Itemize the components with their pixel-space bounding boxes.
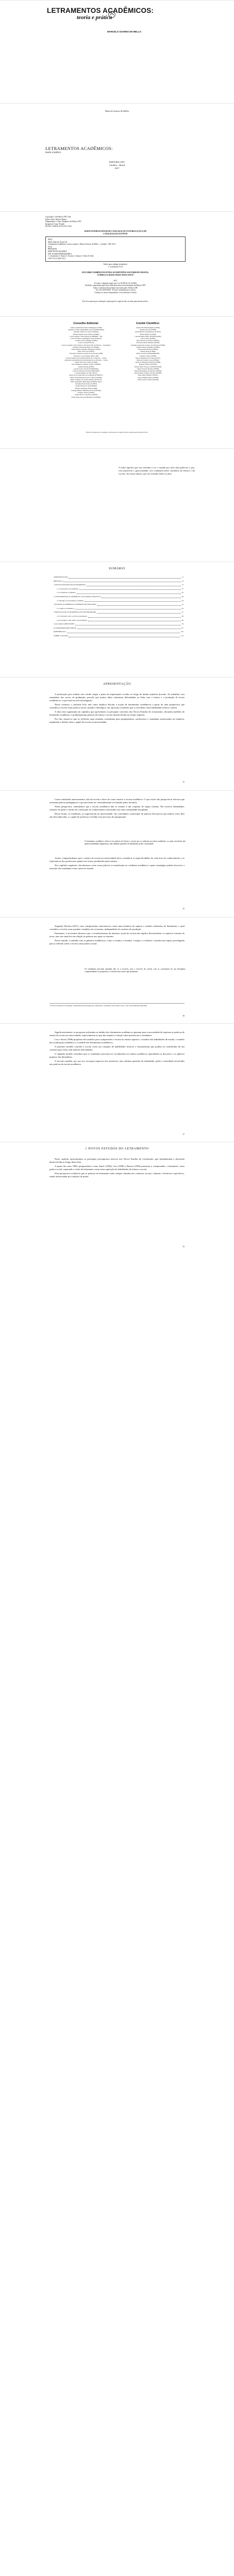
paragraph: Lea e Street (1998) propõem três modelos para compreender a escrita no ensino superior: o modelo das habilidades de estudo, o modelo da socialização acadêmica e o modelo dos letramentos acadêmicos. [49,1038,185,1044]
member-name: Maria de Lourdes Pinto de Almeida (UNOESC) [69,374,103,377]
toc-entry[interactable] [54,630,183,634]
toc-entry-page: 79 [181,623,183,625]
block-quote: Os estudantes precisam aprender não só a escrever, mas a escrever de acordo com as convenções de sua disciplina, compreendendo os propósitos e os leitores dos textos que produzem. [85,968,186,973]
member-name: Carlos Alberto Vilar Estêvão (UMINHO – PT) [70,335,103,337]
member-name: Elione Maria Nogueira Diogenes (UFAL) [71,348,101,351]
page-number: 15 [182,1245,185,1248]
member-name: Bruna Ribeiro (UEM) [140,333,156,335]
member-name: Geslaine Aparecida Caetano de Oliveira (UFPR) [130,344,165,346]
member-name: Leonel Severo Rocha (UNISINOS) [73,367,99,370]
toc-entry[interactable] [54,615,183,619]
publisher-logo-icon [108,11,115,18]
credit-line: Imagem de Capa: Freepik [45,223,65,225]
toc-title: SUMÁRIO [109,567,125,570]
book-subtitle: teoria e prática [45,151,61,154]
member-name: Sydione Santos (UEPG) [77,392,95,394]
toc-entry-title: 1.1 Concepções de letramento [57,587,79,590]
scientific-committee-list [120,327,176,381]
rights-block [45,280,186,294]
toc-entry-title: 1 NOVOS ESTUDOS DO LETRAMENTO [54,584,86,586]
member-name: João Adalberto Campato Junior (UNESP) [71,363,101,366]
member-name: Franciele Maria Martiny (UFPR) [136,342,160,344]
member-name: Élsio José Corá (UFFS) [77,350,95,353]
member-name: Paulo Romualdo Hernandes (UNIFAL-MG) [71,381,102,383]
credit-line: Diagramação e Capa: Designers da Editora CRV [45,221,81,223]
member-name: Eduardo Fernandes Barbosa (UFMG) [73,346,99,348]
toc-leader [85,599,180,602]
paragraph: O primeiro modelo concebe a escrita como um conjunto de habilidades técnicas e instrumentais que podem ser transferidas de um contexto para outro sem maiores dificuldades. [49,1045,185,1051]
toc-entry-title: 4.1 O trabalho com a escrita na graduação [57,615,87,617]
publication-year: 2017 [114,167,120,170]
toc-leader [69,575,180,579]
toc-entry[interactable] [54,611,183,615]
body-page [0,1142,234,1255]
toc-entry-title: SOBRE O AUTOR [54,634,68,637]
toc-entry-page: 115 [180,634,183,637]
member-name: Jassia Alana Baratta (UFPR) [138,348,158,351]
member-name: Rogério Oliveira (UEPG) [139,363,157,366]
cover-author: MARCELO SOARES DE MELLO [107,30,141,33]
paragraph: A partir dos anos 1980, pesquisadores como Street (1984), Gee (1990) e Barton (1994) passaram a compreender o letramento como prática social, superando a visão de letramento como mera aquisição de habilidades de leitura e escrita. [49,1165,185,1171]
cip-heading: DADOS INTERNACIONAIS DE CATALOGAÇÃO NA PUBLICAÇÃO (CIP) [84,230,147,232]
paragraph: O terceiro modelo, por sua vez, incorpora aspectos dos anteriores, mas enfatiza questões de identidade, poder e autoridade envolvidas nas práticas de escrita acadêmica. [49,1060,185,1065]
author-name: Marcelo Soares de Mello [105,110,129,112]
toc-entry-page: 45 [181,607,183,609]
member-name: Celso Conti (UFSCar) [78,342,94,344]
toc-entry-title: 6 CONSIDERAÇÕES FINAIS [54,626,76,629]
member-name: Solange Helena Ximenes-Rocha (UFOPA) [71,389,101,392]
toc-entry-title: 3.1 Gêneros acadêmicos [57,607,75,609]
cover-title: LETRAMENTOS ACADÊMICOS: [47,7,154,14]
page-number: 11 [182,781,185,783]
body-page [0,790,234,917]
paragraph: Nesta perspectiva, entendemos que a escrita acadêmica não se resume a um conjunto de regras formais. Ela envolve identidades, relações de poder e modos de construção do conhecimento valorizados em cada comunidade disciplinar. [49,805,185,811]
toc-leader [75,607,180,610]
toc-entry-title: 1.2 Letramento acadêmico [57,591,76,594]
page-number: 15 [182,907,185,910]
toc-leader [63,580,181,583]
paragraph: Segundo Oliveira (2011), essa compreensão caracteriza-se como uma tentativa de superar o modelo autônomo de letramento, o qual considera a escrita como produto completo em si mesmo, independente do contexto de produção. [49,925,185,930]
record-line: M527 [48,239,53,241]
body-page [0,1023,234,1142]
member-name: Tania Maria Ribeiro (UEPG) [138,374,158,377]
toc-leader [88,619,180,622]
toc-entry-page: 11 [181,576,183,578]
dedication-text: A todos aqueles que nos ensinam a ver o mundo por meio das palavras e que, com paciência e generosidade, nos conduzem pelos caminhos da leitura e da escrita. Aos meus alunos, que me ensinam todos os dias. [119,466,195,475]
credit-line: Revisão: Analista de Escrita e Artes [45,225,72,228]
chapter-title: 1 NOVOS ESTUDOS DO LETRAMENTO [85,1147,149,1150]
toc-leader [77,626,181,630]
member-name: Sérgio Nunes de Jesus (IFRO) [75,385,97,387]
member-name: Lourdes Helena da Silva (UFV) [75,372,97,375]
toc-entry-page: 60 [181,615,183,617]
record-line: Bibliografia [48,248,57,250]
toc-leader [102,595,180,598]
member-name: Newton Taniguchi Teixeira (UFPR) [135,361,161,364]
member-name: Sandra Mara Stroparo (UNICENTRO) [134,365,162,368]
editorial-board-column [58,322,114,398]
toc-entry-page: 17 [181,587,183,590]
paragraph: Assim, compreendemos que o ensino da escrita na universidade deve considerar as especificidades de cada área do conhecimento e as expectativas dos professores quanto aos textos produzidos pelos alunos. [49,857,185,862]
presentation-text [49,693,185,725]
member-name: Juliana Rossi (UFPR) [140,350,156,353]
body-text [49,925,185,946]
record-line: Letramentos acadêmicos: teoria e prática / Marcelo Soares de Mello – Curitiba : CRV, 2017. [48,243,116,246]
page-number: 17 [182,1133,185,1136]
toc-entry-title: 3 ESCRITA ACADÊMICA E GÊNEROS DO DISCURSO [54,603,96,606]
rights-line: Tel.: (41) 3039-6418 - E-mail: sac@editoracrv.com.br [95,289,136,292]
publisher-block [0,161,234,170]
toc-entry-page: 57 [181,611,183,614]
rights-line: Conheça os nossos lançamentos: www.editoracrv.com.br [94,291,137,294]
record-line: CDU 372.4 CDD 372.4 [48,257,66,260]
block-quote: O letramento acadêmico refere-se às práticas de leitura e escrita que se realizam na esfera acadêmica, as quais envolvem não apenas habilidades linguísticas, mas também questões de identidade, poder e autoridade. [85,840,186,845]
toc-leader [77,591,180,594]
digital-title: ESTA OBRA TAMBÉM ENCONTRA-SE DISPONÍVEL EM FORMATO DIGITAL. [81,272,149,274]
toc-list [54,575,183,638]
toc-leader [79,587,180,590]
toc-entry[interactable] [54,595,183,599]
toc-entry-page: 29 [181,595,183,598]
member-name: Andrea Bonfim Perdigão (UFPR) [136,327,160,329]
rights-line: Proibida a reprodução parcial ou total desta obra sem autorização da Editora CRV [85,284,146,287]
review-note: Este livro passou por avaliação e aprovação às cegas de dois ou mais pareceristas ad hoc. [82,300,149,302]
member-name: Anselmo Alencar Colares (UFOPA) [73,331,99,333]
body-text [49,857,185,871]
toc-entry[interactable] [54,583,183,587]
body-text [49,1031,185,1067]
member-name: Antônio Pereira Gaio Júnior (UFRRJ) [73,333,99,335]
member-name: Elisa Morais de Moura (UFMG) [136,340,160,342]
rights-line: Foi feito o depósito legal conf. Lei 10.994 de 14/12/2004 [94,282,137,284]
record-line: 1. Letramento 2. Ensino 3. Escrita 4. Leitura I. Título II. Série [48,255,94,258]
paragraph: Dessa forma, os estudantes, ao ingressarem na universidade, são convidados a participar de práticas discursivas que muitas vezes lhes são desconhecidas, e o papel do professor é mediar esse processo de apropriação. [49,812,185,818]
cover-page [0,0,234,103]
member-name: Cesar Gerónimo Tello (Univer .Nacional Três de Febrero – Argentina) [61,344,111,346]
toc-entry-title: PREFÁCIO [54,580,62,582]
toc-entry[interactable] [54,599,183,603]
paragraph: Significativamente, as pesquisas realizadas no âmbito dos letramentos acadêmicos apontam para a necessidade de repensar as práticas de ensino da escrita na universidade, especialmente no que diz respeito à relação entre professores e estudantes. [49,1031,185,1037]
toc-entry[interactable] [54,626,183,631]
member-name: Jailson Alves dos Santos (UFRJ) [74,361,98,364]
member-name: Gloria Fariñas León (Universidade de La Havana – Cuba) [65,357,107,359]
half-title-page [0,103,234,211]
member-name: Sylvia Maria Campos Teixeira (UFPR) [134,372,162,375]
toc-entry-title: APRESENTAÇÃO [54,576,68,578]
catalog-record [45,236,186,262]
member-name: Marcio Henrique de Souza (UFSC) [135,357,161,359]
record-line: ISBN 978-85-444-2060-2 [48,250,68,252]
body-text [49,1158,185,1179]
paragraph: Nesse sentido, o trabalho com os gêneros acadêmicos, como o resumo, a resenha, o artigo e o relatório, constitui um espaço privilegiado para a reflexão sobre a escrita como prática social. [49,939,185,945]
toc-leader [97,603,181,606]
toc-entry[interactable] [54,634,183,638]
index-line: 1. Letramento 372.4 [108,265,123,268]
toc-leader [75,622,180,625]
footnote: ¹ Os Novos Estudos do Letramento constituem uma abordagem que compreende o letramento como prática social, e não como habilidade individual. [49,1003,185,1007]
toc-entry-title: 5 ALGUMAS REFLEXÕES [54,623,75,625]
member-name: Tadeu Oliver Gonçalves (UFPA) [74,394,98,396]
table-of-contents-page [0,562,234,677]
paragraph: Entretanto, é necessário destacar que o reconhecimento da natureza social da escrita não implica desconsiderar os aspectos formais do texto, mas sim situá-los em relação às práticas nas quais se inserem. [49,932,185,938]
toc-entry-title: 2.1 Modelos de letramento acadêmico [57,599,85,602]
member-name: Tiago Olimpio Prado (UFPR) [137,376,159,379]
member-name: Fernando Antônio Gonçalves Alcoforado (IPB) [69,352,103,355]
member-name: Arlete Ribeiro Nepomuceno (UESC) [135,331,161,333]
member-name: Claudia Maris Tullio (UNICENTRO) [135,335,161,337]
toc-entry-page: 22 [181,591,183,594]
member-name: Sérgio Ferreira Batista (UFPR) [137,367,159,370]
copyright-line: Copyright © da Editora CRV Ltda. [45,216,72,218]
rights-line: Todos os direitos desta edição reservados pela: Editora CRV [93,286,138,289]
paragraph: Neste capítulo, apresentamos os principais pressupostos teóricos dos Novos Estudos do Letramento, que fundamentam a discussão desenvolvida ao longo desta obra. [49,1158,185,1163]
publisher-place: Curitiba – Brasil [109,164,125,166]
digital-notice [45,272,186,276]
member-name: Simone Rodrigues de Oliveira (UFPR) [134,370,162,372]
member-name: Lídia de Oliveira Xavier (UNIEURO) [73,370,99,372]
review-note: Este livro passou por avaliação e aprovação às cegas de dois ou mais pareceristas ad hoc. [86,431,148,433]
member-name: Maria Cristina dos Santos Bezerra (UFSCar) [70,378,102,381]
member-name: Francisco Carlos Duarte (PUC-PR) [74,354,98,357]
rights-line: 2017 [113,280,118,282]
member-name: Maria Lília Imbiriba Sousa Colares (UFOPA) [70,376,102,379]
page-number: 16 [182,1014,185,1017]
toc-entry-page: 97 [181,626,183,629]
record-line: DOI 10.24824/978854442060.2 [48,252,72,255]
toc-entry-title: 2 LETRAMENTOS ACADÊMICOS: DA TEORIA À PRÁTICA [54,595,101,598]
toc-entry[interactable] [54,591,183,595]
member-name: Tania Suely Azevedo Brasileiro (UFOPA) [71,396,101,398]
toc-entry-title: 4 PRÁTICAS DE LETRAMENTO NA UNIVERSIDADE [54,611,96,614]
scientific-committee-column [120,322,176,381]
credit-line: Editor-chefe: Railson Moura [45,218,67,221]
member-name: Andréia da Silva Quintanilha Sousa (UNIR/UFRN) [68,329,104,331]
book-title: LETRAMENTOS ACADÊMICOS: [45,146,113,151]
record-line: Mello, Marcelo Soares de. [48,241,68,243]
member-name: Carmen Tereza Velanga (UNIR) [75,340,97,342]
toc-entry[interactable] [54,607,183,611]
toc-entry[interactable] [54,619,183,623]
member-name: Janaína Kaiser Fagundes (UFPR) [136,346,160,348]
publisher-name: EDITORA CRV [109,161,125,163]
member-name: Vania Lúcia de Melo (UFAM) [137,378,159,381]
digital-sub: CONHEÇA E BAIXE NOSSO APLICATIVO! [97,274,134,276]
toc-entry-page: 15 [181,584,183,586]
paragraph: Como enfatizado anteriormente, não há receita a dizer de como ensinar a escrita acadêmica. O que existe são perspectivas teóricas que orientam práticas pedagógicas e que precisam ser constantemente revisitadas pelos docentes. [49,798,185,804]
copyright-block [45,216,186,228]
presentation-page [0,677,234,790]
member-name: Mirella Cristina Costa (UFMA) [137,359,159,362]
paragraph: O segundo modelo considera que os estudantes precisam ser socializados na cultura acadêmica, aprendendo os discursos e os gêneros próprios das disciplinas. [49,1053,185,1058]
paragraph: A obra está organizada em capítulos que apresentam os principais conceitos dos Novos Estudos do Letramento, discutem modelos de letramento acadêmico e problematizam práticas de leitura e escrita desenvolvidas no ensino superior. [49,710,185,716]
toc-entry-page: 41 [181,603,183,606]
paragraph: Por fim, espera-se que as reflexões aqui reunidas contribuam para pesquisadores, professores e estudantes interessados na temática, ampliando o debate sobre o papel da escrita na universidade. [49,718,185,723]
toc-entry[interactable] [54,587,183,591]
toc-leader [87,583,181,586]
dedication-page [0,448,234,562]
member-name: Guillermo Arias Beatón (Universidade de La Havana – Cuba) [64,359,108,362]
toc-entry-title: 4.2 A pesquisa como prática de letramento [57,619,88,621]
toc-entry[interactable] [54,580,183,584]
toc-entry-page: 68 [181,619,183,621]
member-name: Simone Rodrigues Pinto (UNB) [75,387,97,389]
paragraph: A motivação para realizar este estudo surgiu a partir de inquietações vividas ao longo de minha trajetória docente. Ao trabalhar com estudantes dos cursos de graduação, percebi que muitos deles enfrentam dificuldades ao lidar com a leitura e a produção de textos acadêmicos, o que motivou esta investigação. [49,693,185,702]
editorial-board-page [0,316,234,448]
paragraph: Nesse contexto, o presente livro tem como objetivo discutir a noção de letramentos acadêmicos a partir de uma perspectiva que considera a escrita como prática social, situada e ideológica, em oposição a modelos que a concebem como habilidade técnica e neutra. [49,703,185,709]
toc-leader [67,630,180,633]
editorial-board-list [58,327,114,398]
toc-entry[interactable] [54,603,183,607]
catalog-page [0,211,234,316]
editorial-board-title: Conselho Editorial: [73,322,99,325]
scientific-committee-title: Comitê Científico: [136,322,160,325]
member-name: Clécio Dutra (UFPR) [140,337,156,340]
toc-entry-page: 33 [181,599,183,602]
member-name: Lidiane Coelho (UFPR) [139,354,157,357]
member-name: Rodrigo Pratte-Santos (UFES) [75,383,97,385]
toc-entry-page: 13 [181,580,183,582]
cip-title [45,230,186,235]
paragraph: Essa perspectiva evidencia que as práticas de letramento estão sempre situadas em contextos sociais, culturais e históricos específicos, sendo atravessadas por relações de poder. [49,1172,185,1178]
toc-leader [97,611,180,614]
body-page [0,917,234,1023]
cover-subtitle: teoria e prática [77,14,112,21]
toc-entry[interactable] [54,622,183,626]
toc-leader [88,615,181,618]
member-name: Josania Portela (UFPI) [78,365,94,368]
body-text [49,798,185,820]
member-name: Andréia Tornel (UFPR) [139,329,157,331]
member-name: Kátia Lacerda (UNIANDRADE) [136,352,160,355]
toc-entry-page: 105 [180,631,183,633]
member-name: Aldira Guimarães Duarte Domínguez (UNB) [70,327,102,329]
section-title: APRESENTAÇÃO [103,683,131,686]
toc-entry-title: REFERÊNCIAS [54,631,66,633]
paragraph: Nos capítulos seguintes, discutiremos como essas práticas se manifestam no cotidiano acadêmico e quais estratégias podem favorecer a inserção dos estudantes nesse universo letrado. [49,864,185,870]
index-title: Índice para catálogo sistemático [103,263,128,265]
cip-subheading: CATALOGAÇÃO NA FONTE [103,232,128,235]
member-name: Carlos Federico Dominguez Avila (Unieuro) [70,337,102,340]
record-line: 116 p. [48,245,53,248]
toc-leader [69,634,180,637]
index-block [45,263,186,268]
toc-entry[interactable] [54,575,183,580]
